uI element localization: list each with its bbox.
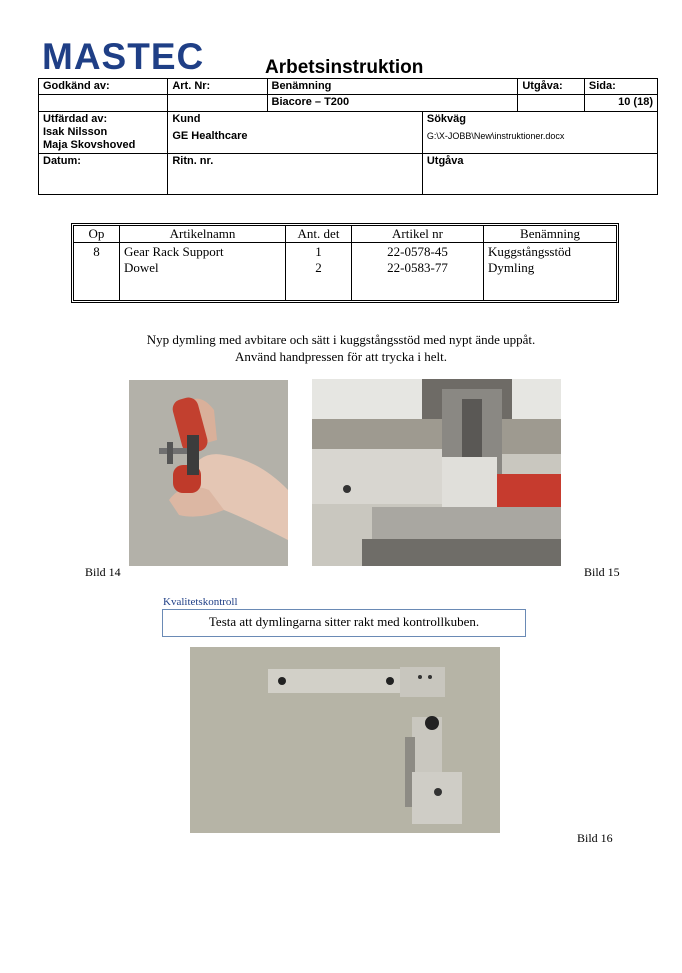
logo-text: MASTEC <box>42 36 205 77</box>
caption-bild-16: Bild 16 <box>577 831 613 845</box>
ritnnr-cell <box>168 154 423 195</box>
utfardad-label: Utfärdad av: <box>43 113 108 125</box>
sokvag-label: Sökväg <box>426 113 466 125</box>
benamning-label: Benämning <box>267 79 518 95</box>
col-header-op: Op <box>74 226 120 243</box>
kund-label: Kund <box>172 113 201 125</box>
sida-value: 10 (18) <box>584 95 657 112</box>
col-header-artikelnamn: Artikelnamn <box>120 226 286 243</box>
quality-heading: Kvalitetskontroll <box>163 596 238 608</box>
utgava-value <box>518 95 585 112</box>
part-qty: 1 <box>315 244 322 259</box>
caption-bild-15: Bild 15 <box>584 565 620 579</box>
sokvag-cell <box>422 112 657 154</box>
table-row <box>74 243 616 300</box>
utgava2-label: Utgåva <box>426 155 464 167</box>
document-title: Arbetsinstruktion <box>265 57 424 78</box>
artnr-value <box>168 95 267 112</box>
artnr-label: Art. Nr: <box>168 79 267 95</box>
part-name: Gear Rack Support <box>124 244 224 259</box>
caption-bild-14: Bild 14 <box>85 565 121 579</box>
part-qty: 2 <box>315 260 322 275</box>
col-header-ant-det: Ant. det <box>286 226 352 243</box>
datum-cell <box>39 154 168 195</box>
utgava2-cell <box>422 154 657 195</box>
instruction-line-2: Använd handpressen för att trycka i helt. <box>235 349 447 364</box>
godkand-value <box>39 95 168 112</box>
part-benamning: Dymling <box>488 260 535 275</box>
kund-cell <box>168 112 423 154</box>
photo-bild-16 <box>190 647 500 833</box>
parts-table <box>71 223 619 303</box>
artnr-cell <box>352 243 484 300</box>
utfardad-cell <box>39 112 168 154</box>
quality-box: Testa att dymlingarna sitter rakt med kontrollkuben. <box>162 609 526 637</box>
col-header-artikel-nr: Artikel nr <box>352 226 484 243</box>
qty-cell <box>286 243 352 300</box>
sida-label: Sida: <box>584 79 657 95</box>
photo-bild-15 <box>312 379 561 566</box>
kund-value: GE Healthcare <box>172 130 248 142</box>
mastec-logo <box>42 38 218 76</box>
part-artnr: 22-0583-77 <box>387 260 448 275</box>
header-table <box>38 78 658 195</box>
name-cell <box>120 243 286 300</box>
utgava-label: Utgåva: <box>518 79 585 95</box>
part-artnr: 22-0578-45 <box>387 244 448 259</box>
benamning-value: Biacore – T200 <box>267 95 518 112</box>
col-header-benamning: Benämning <box>484 226 616 243</box>
benamning-cell <box>484 243 616 300</box>
utfardad-name-1: Isak Nilsson <box>43 126 108 138</box>
sokvag-value: G:\X-JOBB\New\instruktioner.docx <box>426 131 565 141</box>
part-name: Dowel <box>124 260 159 275</box>
datum-label: Datum: <box>43 155 81 167</box>
op-cell: 8 <box>74 243 120 300</box>
instruction-line-1: Nyp dymling med avbitare och sätt i kuggstångsstöd med nypt ände uppåt. <box>146 332 536 347</box>
ritnnr-label: Ritn. nr. <box>172 155 214 167</box>
part-benamning: Kuggstångsstöd <box>488 244 572 259</box>
utfardad-name-2: Maja Skovshoved <box>43 139 136 151</box>
photo-bild-14 <box>129 380 288 566</box>
godkand-label: Godkänd av: <box>39 79 168 95</box>
